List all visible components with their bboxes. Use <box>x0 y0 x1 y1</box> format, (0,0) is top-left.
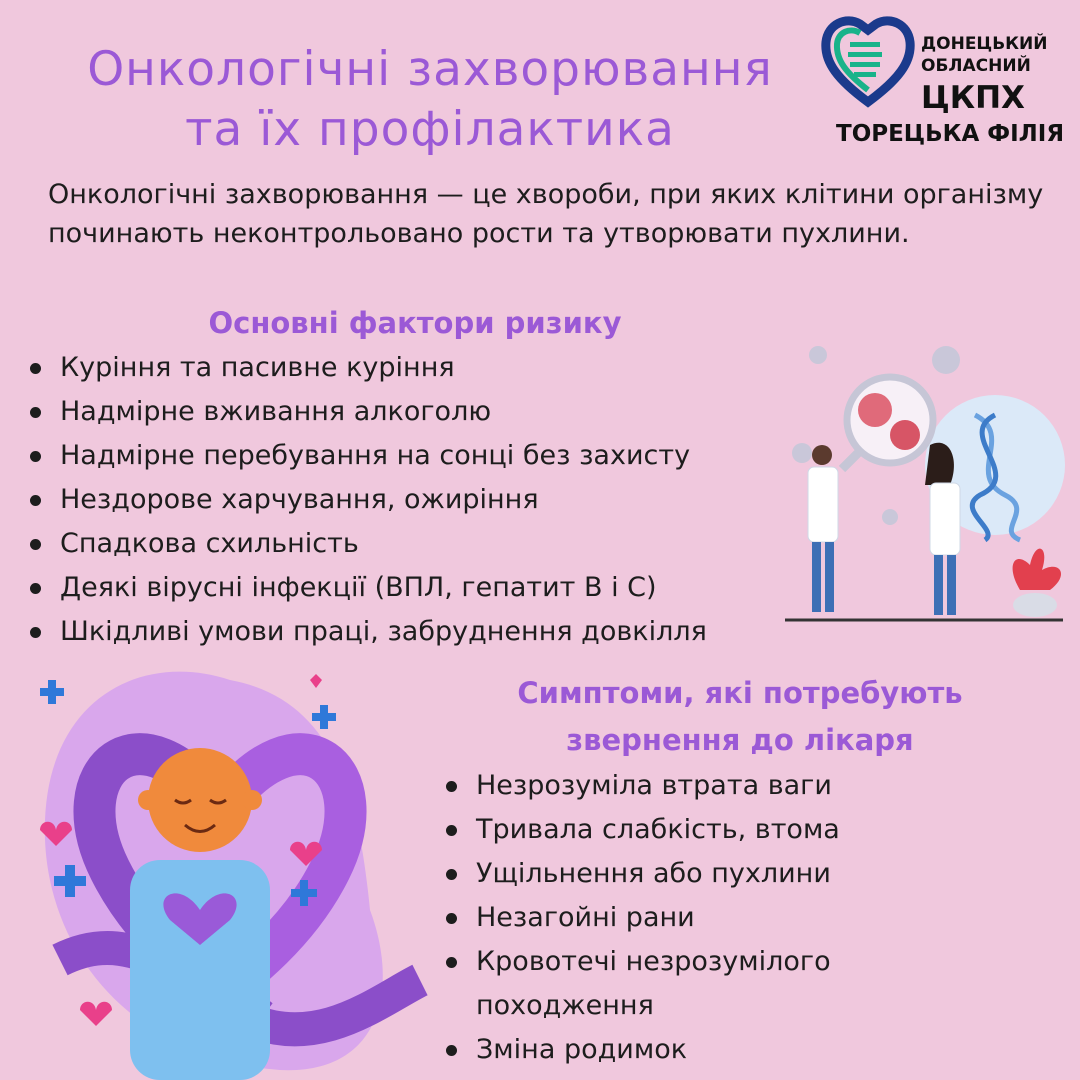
bullet-icon <box>30 495 41 506</box>
bullet-icon <box>446 781 457 792</box>
list-item: Нездорове харчування, ожиріння <box>26 478 707 522</box>
list-item: Деякі вірусні інфекції (ВПЛ, гепатит В і С) <box>26 566 707 610</box>
intro-paragraph: Онкологічні захворювання — це хвороби, при яких клітини організму починають неконтрольовано рости та утворювати пухлини. <box>48 179 1044 249</box>
bullet-icon <box>30 583 41 594</box>
list-item: Куріння та пасивне куріння <box>26 346 707 390</box>
title-line-2: та їх профілактика <box>185 102 675 157</box>
risk-factors-list <box>26 346 707 654</box>
list-item: Ущільнення або пухлини <box>442 852 916 896</box>
logo-branch-name: ТОРЕЦЬКА ФІЛІЯ <box>836 121 1065 147</box>
title-line-1: Онкологічні захворювання <box>87 42 773 97</box>
heart-shield-logo-icon <box>818 10 918 110</box>
list-item: Зміна родимок <box>442 1028 916 1072</box>
symptoms-heading-line-1: Симптоми, які потребують <box>517 676 963 710</box>
symptoms-heading <box>470 670 1010 764</box>
page-title <box>60 40 800 160</box>
logo-text-line-3: ЦКПХ <box>921 80 1025 116</box>
bullet-icon <box>30 363 41 374</box>
list-item: Спадкова схильність <box>26 522 707 566</box>
symptoms-heading-line-2: звернення до лікаря <box>566 723 914 757</box>
logo-text-line-2: ОБЛАСНИЙ <box>921 56 1031 76</box>
bullet-icon <box>446 825 457 836</box>
bullet-icon <box>30 407 41 418</box>
bullet-icon <box>30 451 41 462</box>
organization-logo <box>818 10 1068 160</box>
bullet-icon <box>446 957 457 968</box>
symptoms-list <box>442 764 916 1072</box>
bullet-icon <box>446 1045 457 1056</box>
bullet-icon <box>446 869 457 880</box>
list-item: Надмірне вживання алкоголю <box>26 390 707 434</box>
list-item: Надмірне перебування на сонці без захисту <box>26 434 707 478</box>
doctors-research-illustration <box>780 335 1080 630</box>
logo-text-line-1: ДОНЕЦЬКИЙ <box>921 34 1048 54</box>
list-item: Тривала слабкість, втома <box>442 808 916 852</box>
risk-factors-heading: Основні фактори ризику <box>208 306 622 340</box>
list-item: Незрозуміла втрата ваги <box>442 764 916 808</box>
list-item: Незагойні рани <box>442 896 916 940</box>
list-item: Шкідливі умови праці, забруднення довкілля <box>26 610 707 654</box>
list-item: Кровотечі незрозумілого походження <box>442 940 916 1028</box>
bullet-icon <box>446 913 457 924</box>
bullet-icon <box>30 627 41 638</box>
cancer-ribbon-illustration <box>20 660 440 1080</box>
bullet-icon <box>30 539 41 550</box>
